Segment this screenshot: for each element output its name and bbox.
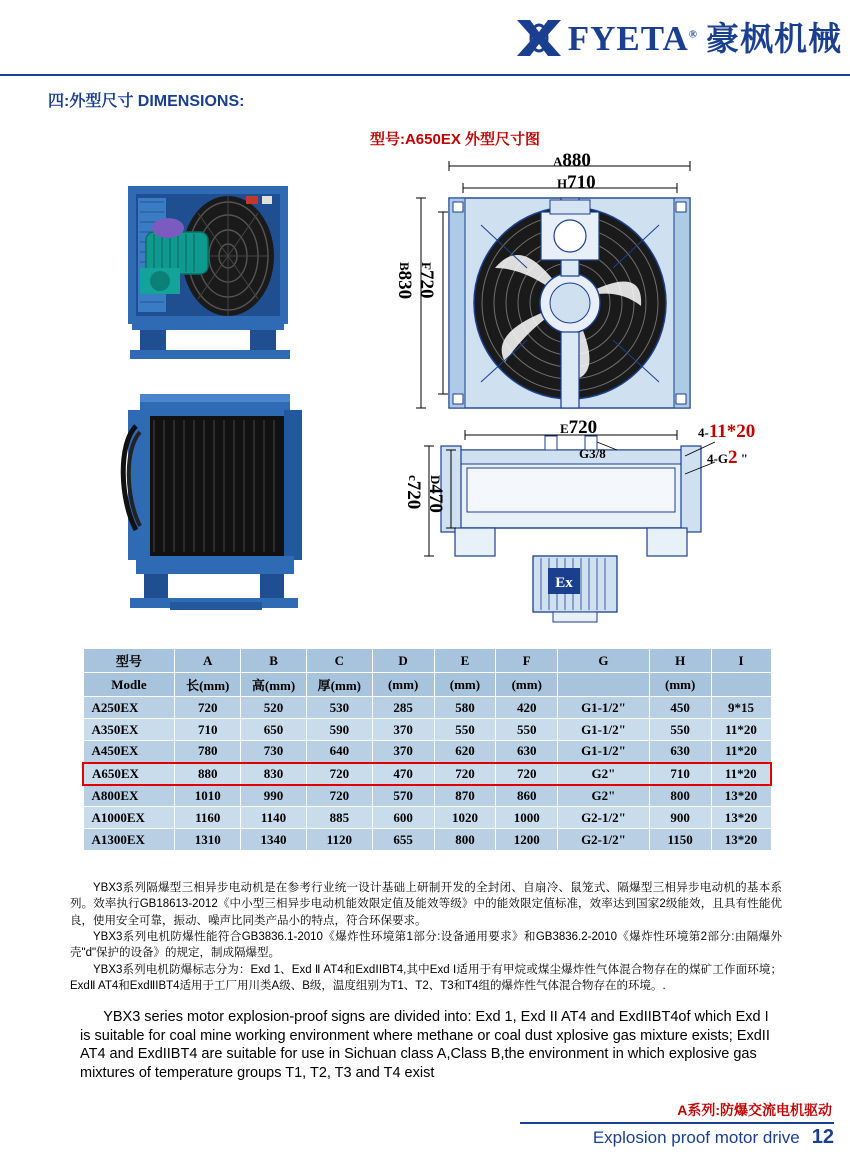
svg-text:Ex: Ex	[555, 575, 573, 591]
cell-c: 885	[306, 807, 372, 829]
cell-model: A350EX	[83, 719, 175, 741]
cell-c: 590	[306, 719, 372, 741]
cell-b: 1140	[241, 807, 307, 829]
drawing-svg	[385, 150, 815, 640]
th-i-unit	[711, 673, 771, 697]
dim-D: D470	[425, 475, 446, 513]
brand-name-en: FYETA®	[567, 18, 698, 58]
cell-e: 1020	[434, 807, 496, 829]
th-d: D	[372, 649, 434, 673]
cell-a: 880	[175, 763, 241, 785]
table-row	[83, 741, 771, 763]
specification-table	[82, 648, 772, 851]
th-e: E	[434, 649, 496, 673]
table-header-row-2	[83, 673, 771, 697]
cell-model: A800EX	[83, 785, 175, 807]
cell-g: G2"	[558, 763, 650, 785]
cell-h: 1150	[649, 829, 711, 851]
cell-f: 550	[496, 719, 558, 741]
section-heading	[48, 88, 244, 111]
table-row	[83, 697, 771, 719]
page-header	[0, 0, 850, 76]
th-a: A	[175, 649, 241, 673]
dim-A: A880	[553, 150, 591, 171]
table-body	[83, 697, 771, 851]
cell-b: 830	[241, 763, 307, 785]
cell-d: 370	[372, 741, 434, 763]
th-h-unit: (mm)	[649, 673, 711, 697]
en-paragraph-1: YBX3 series motor explosion-proof signs are divided into: Exd 1, Exd II AT4 and ExdIIBT4of which Exd I is suitable for coal mine working environment where methane or coal dust xplosive gas mixture exists; ExdII AT4 and ExdIIBT4 are suitable for use in Sichuan class A,Class B,the environment in which explosive gas mixtures of temperature groups T1, T2, T3 and T4 exist	[80, 1009, 770, 1081]
cell-model: A450EX	[83, 741, 175, 763]
cell-e: 870	[434, 785, 496, 807]
brand-name-cn: 豪枫机械	[706, 19, 842, 57]
cell-c: 640	[306, 741, 372, 763]
dim-B: B830	[394, 262, 415, 300]
cn-paragraph-1: YBX3系列隔爆型三相异步电动机是在参考行业统一设计基础上研制开发的全封闭、自扇冷、鼠笼式、隔爆型三相异步电动机的基本系列。效率执行GB18613-2012《中小型三相异步电动机能效限定值及能效等级》中的能效限定值标准，效率达到国家2级能效，且具有性能优良，使用安全可靠，振动、噪声比同类产品小的特点，符合环保要求。	[70, 882, 782, 927]
fyeta-logo-icon	[514, 16, 564, 60]
cell-g: G1-1/2"	[558, 741, 650, 763]
cell-h: 450	[649, 697, 711, 719]
registered-mark: ®	[688, 27, 698, 40]
oil-cooler-side-photo	[110, 380, 315, 625]
cell-g: G2-1/2"	[558, 829, 650, 851]
oil-cooler-with-motor-photo	[110, 168, 310, 368]
cell-i: 11*20	[711, 719, 771, 741]
cell-f: 1000	[496, 807, 558, 829]
th-b-unit: 高(mm)	[241, 673, 307, 697]
cell-a: 780	[175, 741, 241, 763]
cell-a: 710	[175, 719, 241, 741]
cell-g: G1-1/2"	[558, 719, 650, 741]
th-g: G	[558, 649, 650, 673]
chinese-description	[70, 880, 782, 994]
th-e-unit: (mm)	[434, 673, 496, 697]
table-row	[83, 785, 771, 807]
cell-e: 550	[434, 719, 496, 741]
cell-d: 600	[372, 807, 434, 829]
cell-i: 9*15	[711, 697, 771, 719]
table-header	[83, 649, 771, 697]
th-model: 型号	[83, 649, 175, 673]
th-i: I	[711, 649, 771, 673]
section-heading-en: DIMENSIONS:	[137, 93, 245, 110]
th-g-unit	[558, 673, 650, 697]
th-f: F	[496, 649, 558, 673]
cell-b: 730	[241, 741, 307, 763]
model-diagram-title: 型号:A650EX 外型尺寸图	[369, 131, 541, 148]
cell-b: 1340	[241, 829, 307, 851]
cell-g: G1-1/2"	[558, 697, 650, 719]
brand-logo	[514, 16, 842, 60]
th-c-unit: 厚(mm)	[306, 673, 372, 697]
cell-e: 580	[434, 697, 496, 719]
cell-model: A250EX	[83, 697, 175, 719]
cell-h: 550	[649, 719, 711, 741]
dimension-drawing	[385, 150, 815, 640]
cell-b: 650	[241, 719, 307, 741]
cell-g: G2-1/2"	[558, 807, 650, 829]
cell-model: A1300EX	[83, 829, 175, 851]
cell-model: A1000EX	[83, 807, 175, 829]
cell-c: 720	[306, 785, 372, 807]
cell-a: 1310	[175, 829, 241, 851]
cell-d: 470	[372, 763, 434, 785]
cell-c: 720	[306, 763, 372, 785]
cell-i: 13*20	[711, 785, 771, 807]
cell-g: G2"	[558, 785, 650, 807]
th-d-unit: (mm)	[372, 673, 434, 697]
th-a-unit: 长(mm)	[175, 673, 241, 697]
cell-c: 530	[306, 697, 372, 719]
cell-e: 800	[434, 829, 496, 851]
cell-h: 710	[649, 763, 711, 785]
cell-a: 1010	[175, 785, 241, 807]
cell-c: 1120	[306, 829, 372, 851]
page-number: 12	[811, 1126, 834, 1148]
table-row	[83, 763, 771, 785]
dim-E: E720	[560, 417, 598, 438]
cell-d: 285	[372, 697, 434, 719]
th-b: B	[241, 649, 307, 673]
cell-h: 800	[649, 785, 711, 807]
section-heading-cn: 四:外型尺寸	[48, 93, 134, 110]
dim-H: H710	[557, 172, 596, 193]
dim-G-note: 4-G2 "	[707, 447, 748, 468]
cn-paragraph-2: YBX3系列电机防爆性能符合GB3836.1-2010《爆炸性环境第1部分:设备通用要求》和GB3836.2-2010《爆炸性环境第2部分:由隔爆外壳"d"保护的设备》的规定，制成隔爆型。	[70, 930, 782, 960]
cell-f: 860	[496, 785, 558, 807]
cell-i: 13*20	[711, 807, 771, 829]
th-c: C	[306, 649, 372, 673]
cell-f: 720	[496, 763, 558, 785]
cell-e: 720	[434, 763, 496, 785]
dim-hole-note: 4-11*20	[698, 421, 756, 442]
cell-i: 13*20	[711, 829, 771, 851]
cell-model: A650EX	[83, 763, 175, 785]
dim-C: c720	[403, 475, 424, 510]
cell-a: 720	[175, 697, 241, 719]
table-row	[83, 807, 771, 829]
dim-F: F720	[416, 262, 437, 299]
english-description	[80, 1008, 780, 1082]
cell-e: 620	[434, 741, 496, 763]
footer-title-en: Explosion proof motor drive	[592, 1128, 800, 1147]
table-row	[83, 719, 771, 741]
cell-b: 520	[241, 697, 307, 719]
dim-G-thread: G3/8	[579, 446, 606, 461]
table-row	[83, 829, 771, 851]
cell-d: 370	[372, 719, 434, 741]
cell-i: 11*20	[711, 741, 771, 763]
cell-i: 11*20	[711, 763, 771, 785]
th-h: H	[649, 649, 711, 673]
footer-bar	[520, 1122, 834, 1149]
cell-f: 630	[496, 741, 558, 763]
cell-h: 900	[649, 807, 711, 829]
footer-title-cn: A系列:防爆交流电机驱动	[677, 1102, 832, 1118]
table-header-row-1	[83, 649, 771, 673]
cn-paragraph-3: YBX3系列电机防爆标志分为：Exd 1、Exd Ⅱ AT4和ExdⅠIBT4,其中Exd Ⅰ适用于有甲烷或煤尘爆炸性气体混合物存在的煤矿工作面环境；ExdⅡ AT4和ExdⅡIBT4适用于工厂用川类A级、B级，温度组别为T1、T2、T3和T4组的爆炸性气体混合物存在的环境。.	[70, 963, 782, 992]
cell-f: 420	[496, 697, 558, 719]
cell-h: 630	[649, 741, 711, 763]
cell-d: 570	[372, 785, 434, 807]
cell-a: 1160	[175, 807, 241, 829]
th-model-unit: Modle	[83, 673, 175, 697]
cell-f: 1200	[496, 829, 558, 851]
cell-d: 655	[372, 829, 434, 851]
cell-b: 990	[241, 785, 307, 807]
th-f-unit: (mm)	[496, 673, 558, 697]
